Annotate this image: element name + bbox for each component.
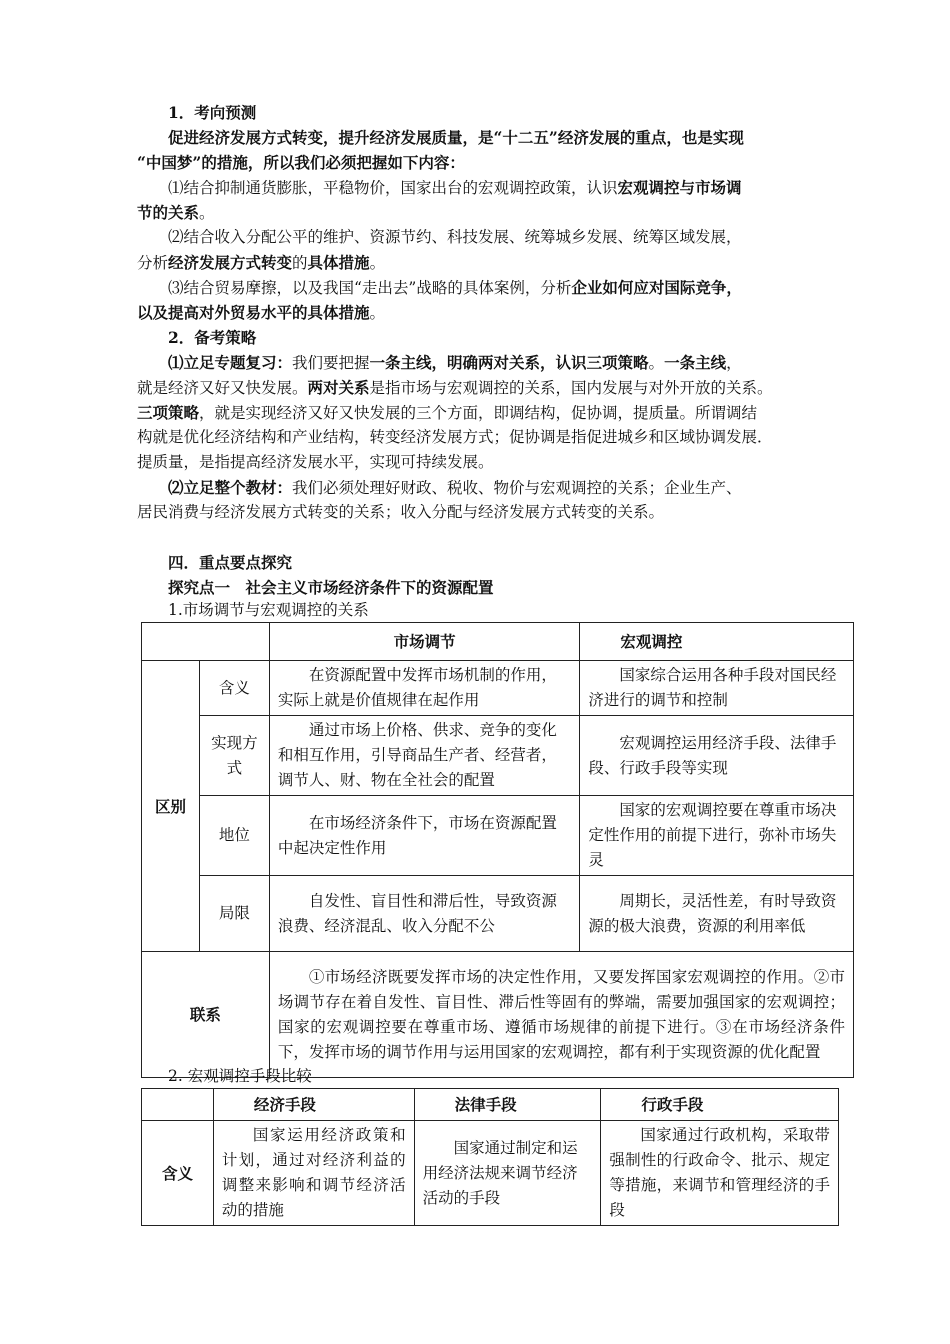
table-row [142, 796, 854, 876]
section2-p1-line2-c: 是指市场与宏观调控的关系，国内发展与对外开放的关系。 [369, 379, 773, 397]
table1-row-label: 实现方式 [199, 716, 269, 796]
section1-item2-f: 。 [369, 254, 386, 272]
table1-link-text: ①市场经济既要发挥市场的决定性作用，又要发挥国家宏观调控的作用。②市场调节存在着自发性、盲目性、滞后性等固有的弊端，需要加强国家的宏观调控；国家的宏观调控要在尊重市场、遵循市场规律的前提下进行。③在市场经济条件下，发挥市场的调节作用与运用国家的宏观调控，都有利于实现资源的优化配置 [269, 952, 853, 1078]
section1-item2-b: 分析 [137, 254, 169, 272]
table1-col-macro: 宏观调控 [580, 623, 854, 661]
market-macro-table [141, 622, 854, 1078]
section2-p1-line4: 构就是优化经济结构和产业结构，转变经济发展方式；促协调是指促进城乡和区域协调发展． [137, 428, 773, 446]
section2-p1-line1 [168, 350, 848, 376]
section1-item1-b: 宏观调控与市场调 [617, 178, 742, 197]
table2-legal-cell: 国家通过制定和运用经济法规来调节经济活动的手段 [414, 1121, 601, 1226]
section1-item3-d: 。 [369, 304, 386, 322]
section1-intro-line1: 促进经济发展方式转变，提升经济发展质量，是“十二五”经济发展的重点，也是实现 [168, 128, 744, 147]
table1-group-distinction: 区别 [142, 661, 200, 952]
section1-heading: 1．考向预测 [168, 103, 257, 122]
table1-macro-cell: 国家的宏观调控要在尊重市场决定性作用的前提下进行，弥补市场失灵 [580, 796, 854, 876]
table1-macro-cell: 国家综合运用各种手段对国民经济进行的调节和控制 [580, 661, 854, 716]
section2-p1-line3-a: 三项策略 [137, 403, 200, 422]
section4-heading: 四．重点要点探究 [168, 553, 293, 572]
section2-p1-line2-a: 就是经济又好又快发展。 [137, 379, 308, 397]
table1-header-row [142, 623, 854, 661]
section1-item1-line2 [137, 200, 817, 226]
table1-col-market: 市场调节 [269, 623, 580, 661]
table1-corner-cell [142, 623, 270, 661]
section1-item3-line1 [168, 275, 848, 301]
table2-administrative-cell: 国家通过行政机构，采取带强制性的行政命令、批示、规定等措施，来调节和管理经济的手段 [601, 1121, 839, 1226]
section1-item1-d: 。 [199, 204, 215, 222]
section1-item3-b: 企业如何应对国际竞争， [571, 278, 742, 297]
table2-corner-cell [142, 1089, 214, 1121]
table1-market-cell: 在资源配置中发挥市场机制的作用，实际上就是价值规律在起作用 [269, 661, 580, 716]
table1-macro-cell: 周期长，灵活性差，有时导致资源的极大浪费，资源的利用率低 [580, 876, 854, 952]
section1-item1-a: ⑴结合抑制通货膨胀，平稳物价，国家出台的宏观调控政策，认识 [168, 179, 618, 197]
section2-p2-label: ⑵立足整个教材： [168, 478, 293, 497]
table2-col-legal: 法律手段 [414, 1089, 601, 1121]
section2-p1-c: 。 [648, 354, 665, 372]
table1-caption: 1.市场调节与宏观调控的关系 [168, 601, 369, 619]
table-row [142, 952, 854, 1078]
section2-p2-a: 我们必须处理好财政、税收、物价与宏观调控的关系；企业生产、 [292, 479, 742, 497]
table2-header-row [142, 1089, 839, 1121]
section1-item1-c: 节的关系 [137, 203, 200, 222]
section1-item2-c: 经济发展方式转变 [168, 253, 293, 272]
section2-p1-line3-b: ，就是实现经济又好又快发展的三个方面，即调结构，促协调，提质量。所谓调结 [199, 404, 758, 422]
table-row [142, 876, 854, 952]
section2-heading: 2．备考策略 [168, 328, 257, 347]
section2-p1-line5: 提质量，是指提高经济发展水平，实现可持续发展。 [137, 453, 494, 471]
section1-item2-d: 的 [292, 254, 308, 272]
section2-p1-line3 [137, 400, 817, 426]
table1-macro-cell: 宏观调控运用经济手段、法律手段、行政手段等实现 [580, 716, 854, 796]
table-row [142, 1121, 839, 1226]
table-row [142, 716, 854, 796]
section2-p1-line2-b: 两对关系 [307, 378, 370, 397]
table1-market-cell: 通过市场上价格、供求、竞争的变化和相互作用，引导商品生产者、经营者，调节人、财、物在全社会的配置 [269, 716, 580, 796]
section2-p1-d: 一条主线 [664, 353, 727, 372]
section1-intro-line2: “中国梦”的措施，所以我们必须把握如下内容： [137, 153, 465, 172]
section2-p1-a: 我们要把握 [292, 354, 370, 372]
section1-item1-line1 [168, 175, 848, 201]
section2-p1-e: ， [726, 354, 742, 372]
section2-p1-label: ⑴立足专题复习： [168, 353, 293, 372]
table1-row-label: 局限 [199, 876, 269, 952]
section2-p1-b: 一条主线，明确两对关系，认识三项策略 [369, 353, 649, 372]
section4-subheading: 探究点一 社会主义市场经济条件下的资源配置 [168, 578, 494, 597]
section2-p2-line1 [168, 475, 848, 501]
table2-col-administrative: 行政手段 [601, 1089, 839, 1121]
section1-item2-line1: ⑵结合收入分配公平的维护、资源节约、科技发展、统筹城乡发展、统筹区域发展， [168, 228, 742, 246]
section2-p2-line2: 居民消费与经济发展方式转变的关系；收入分配与经济发展方式转变的关系。 [137, 503, 665, 521]
table1-row-label: 含义 [199, 661, 269, 716]
section1-item3-a: ⑶结合贸易摩擦，以及我国“走出去”战略的具体案例，分析 [168, 279, 572, 297]
table1-row-label: 地位 [199, 796, 269, 876]
table2-caption: 2. 宏观调控手段比较 [168, 1067, 312, 1085]
table2-economic-cell: 国家运用经济政策和计划，通过对经济利益的调整来影响和调节经济活动的措施 [213, 1121, 414, 1226]
section1-item3-line2 [137, 300, 817, 326]
table2-row-label: 含义 [142, 1121, 214, 1226]
section2-p1-line2 [137, 375, 817, 401]
table1-link-label: 联系 [142, 952, 270, 1078]
table1-market-cell: 自发性、盲目性和滞后性，导致资源浪费、经济混乱、收入分配不公 [269, 876, 580, 952]
section1-item2-line2 [137, 250, 817, 276]
table2-col-economic: 经济手段 [213, 1089, 414, 1121]
section1-item2-e: 具体措施 [307, 253, 370, 272]
macro-means-table [141, 1088, 839, 1226]
table1-market-cell: 在市场经济条件下，市场在资源配置中起决定性作用 [269, 796, 580, 876]
table-row [142, 661, 854, 716]
section1-item3-c: 以及提高对外贸易水平的具体措施 [137, 303, 370, 322]
